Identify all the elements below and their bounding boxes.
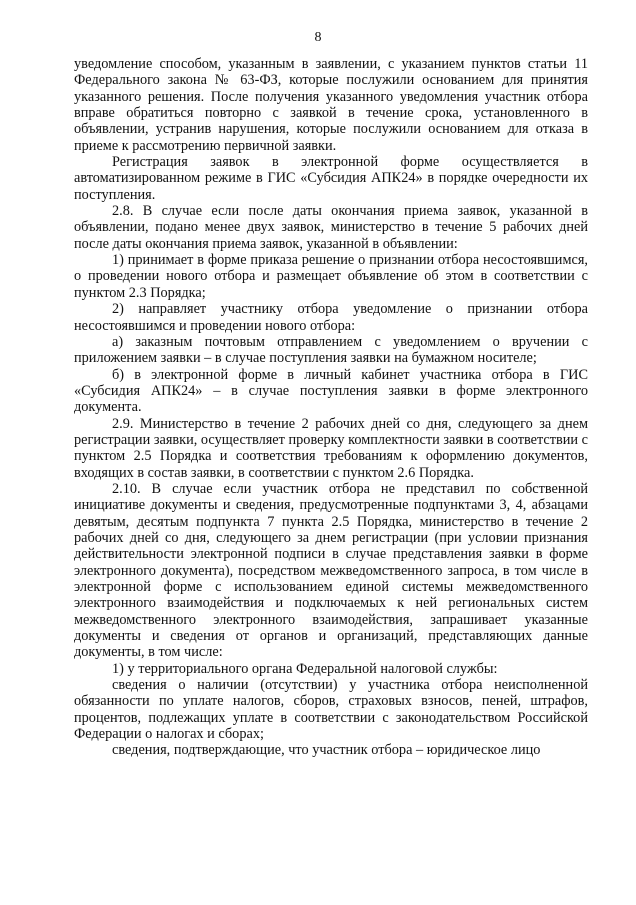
paragraph-registration: Регистрация заявок в электронной форме осуществляется в автоматизированном режиме в ГИС «Субсидия АПК24» в порядке очередности их поступления.: [74, 154, 588, 203]
paragraph-2-8-item-a: а) заказным почтовым отправлением с уведомлением о вручении с приложением заявки – в случае поступления заявки на бумажном носителе;: [74, 333, 588, 367]
page-number: 8: [314, 30, 322, 45]
paragraph-2-8-item-1: 1) принимает в форме приказа решение о признании отбора несостоявшимся, о проведении нового отбора и размещает объявление об этом в соответствии с пунктом 2.3 Порядка;: [74, 252, 588, 301]
paragraph-2-10-item-1: 1) у территориального органа Федеральной налоговой службы:: [112, 660, 498, 677]
document-body: [74, 56, 588, 759]
paragraph-tax-arrears: сведения о наличии (отсутствии) у участника отбора неисполненной обязанности по уплате налогов, сборов, страховых взносов, пеней, штрафов, процентов, подлежащих уплате в соответствии с законодательством Российской Федерации о налогах и сборах;: [74, 677, 588, 743]
paragraph-2-8-item-b: б) в электронной форме в личный кабинет участника отбора в ГИС «Субсидия АПК24» – в случае поступления заявки в форме электронного документа.: [74, 366, 588, 416]
paragraph-notification-continued: уведомление способом, указанным в заявлении, с указанием пунктов статьи 11 Федерального закона № 63-ФЗ, которые послужили основанием для принятия указанного решения. После получения указанного уведомления участник отбора вправе обратиться повторно с заявкой в течение срока, установленного в объявлении, устранив нарушения, которые послужили основанием для отказа в приеме к рассмотрению первичной заявки.: [74, 56, 588, 154]
paragraph-2-8-item-2: 2) направляет участнику отбора уведомление о признании отбора несостоявшимся и проведении нового отбора:: [74, 301, 588, 334]
paragraph-2-9: 2.9. Министерство в течение 2 рабочих дней со дня, следующего за днем регистрации заявки, осуществляет проверку комплектности заявки в соответствии с пунктом 2.5 Порядка и соответствия требованиям к оформлению документов, входящих в состав заявки, в соответствии с пунктом 2.6 Порядка.: [74, 415, 588, 481]
paragraph-2-8: 2.8. В случае если после даты окончания приема заявок, указанной в объявлении, подано менее двух заявок, министерство в течение 5 рабочих дней после даты окончания приема заявок, указанной в объявлении:: [74, 203, 588, 252]
paragraph-2-10: 2.10. В случае если участник отбора не представил по собственной инициативе документы и сведения, предусмотренные подпунктами 3, 4, абзацами девятым, десятым подпункта 7 пункта 2.5 Порядка, министерство в течение 2 рабочих дней со дня, следующего за днем регистрации (при условии признания действительности электронной подписи в случае представления заявки в форме электронного документа), посредством межведомственного запроса, в том числе в электронной форме с использованием единой системы межведомственного электронного взаимодействия и подключаемых к ней региональных систем межведомственного электронного взаимодействия, запрашивает указанные документы и сведения от органов и организаций, представляющих данные документы, в том числе:: [74, 480, 588, 661]
paragraph-legal-entity: сведения, подтверждающие, что участник отбора – юридическое лицо: [112, 742, 541, 759]
